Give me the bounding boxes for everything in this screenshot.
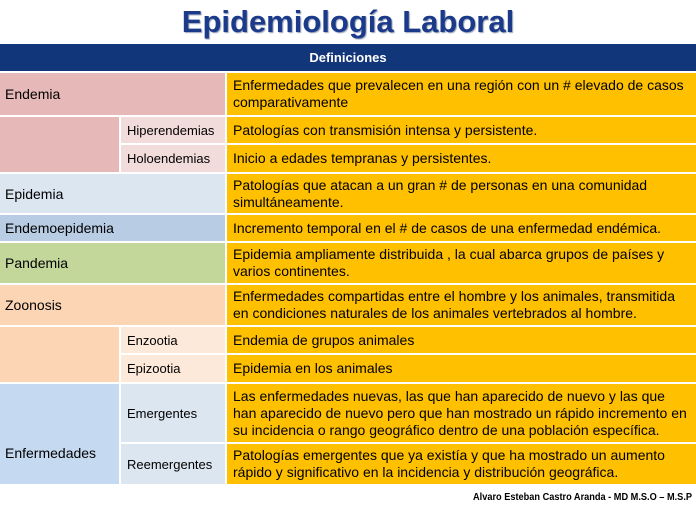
term-reemergentes: Reemergentes bbox=[120, 443, 226, 485]
definition-holoendemias: Inicio a edades tempranas y persistentes. bbox=[226, 144, 696, 173]
definition-emergentes: Las enfermedades nuevas, las que han aparecido de nuevo y las que han aparecido de nuevo pero que han mostrado un rápido incremento en su incidencia o rango geográfico dentro de una población específica. bbox=[226, 383, 696, 443]
term-zoonosis: Zoonosis bbox=[0, 284, 226, 326]
definition-pandemia: Epidemia ampliamente distribuida , la cual abarca grupos de países y varios continentes. bbox=[226, 242, 696, 284]
term-epidemia: Epidemia bbox=[0, 173, 226, 214]
definition-hiperendemias: Patologías con transmisión intensa y persistente. bbox=[226, 116, 696, 144]
term-holoendemias: Holoendemias bbox=[120, 144, 226, 173]
page-title: Epidemiología Laboral bbox=[181, 4, 515, 39]
term-epizootia: Epizootia bbox=[120, 354, 226, 383]
definition-endemia: Enfermedades que prevalecen en una región con un # elevado de casos comparativamente bbox=[226, 72, 696, 116]
term-enzootia: Enzootia bbox=[120, 326, 226, 354]
table-row bbox=[0, 214, 696, 242]
term-endemia: Endemia bbox=[0, 72, 226, 116]
definition-endemoepidemia: Incremento temporal en el # de casos de una enfermedad endémica. bbox=[226, 214, 696, 242]
term-pandemia: Pandemia bbox=[0, 242, 226, 284]
table-row bbox=[0, 284, 696, 326]
table-header: Definiciones bbox=[0, 44, 696, 72]
table-row bbox=[0, 116, 696, 144]
term-endemoepidemia: Endemoepidemia bbox=[0, 214, 226, 242]
term-hiperendemias: Hiperendemias bbox=[120, 116, 226, 144]
table-row bbox=[0, 242, 696, 284]
definition-reemergentes: Patologías emergentes que ya existía y que ha mostrado un aumento rápido y significativo en la incidencia y distribución geográfica. bbox=[226, 443, 696, 485]
table-row bbox=[0, 383, 696, 443]
table-row bbox=[0, 326, 696, 354]
definition-zoonosis: Enfermedades compartidas entre el hombre y los animales, transmitida en condiciones naturales de los animales vertebrados al hombre. bbox=[226, 284, 696, 326]
table-row bbox=[0, 173, 696, 214]
term-enfermedades: Enfermedades bbox=[0, 383, 120, 485]
empty-cell bbox=[0, 326, 120, 383]
definition-enzootia: Endemia de grupos animales bbox=[226, 326, 696, 354]
term-emergentes: Emergentes bbox=[120, 383, 226, 443]
definition-epizootia: Epidemia en los animales bbox=[226, 354, 696, 383]
definition-epidemia: Patologías que atacan a un gran # de personas en una comunidad simultáneamente. bbox=[226, 173, 696, 214]
table-row bbox=[0, 72, 696, 116]
definitions-table bbox=[0, 44, 696, 486]
author-credit: Alvaro Esteban Castro Aranda - MD M.S.O – M.S.P bbox=[473, 492, 692, 503]
empty-cell bbox=[0, 116, 120, 173]
